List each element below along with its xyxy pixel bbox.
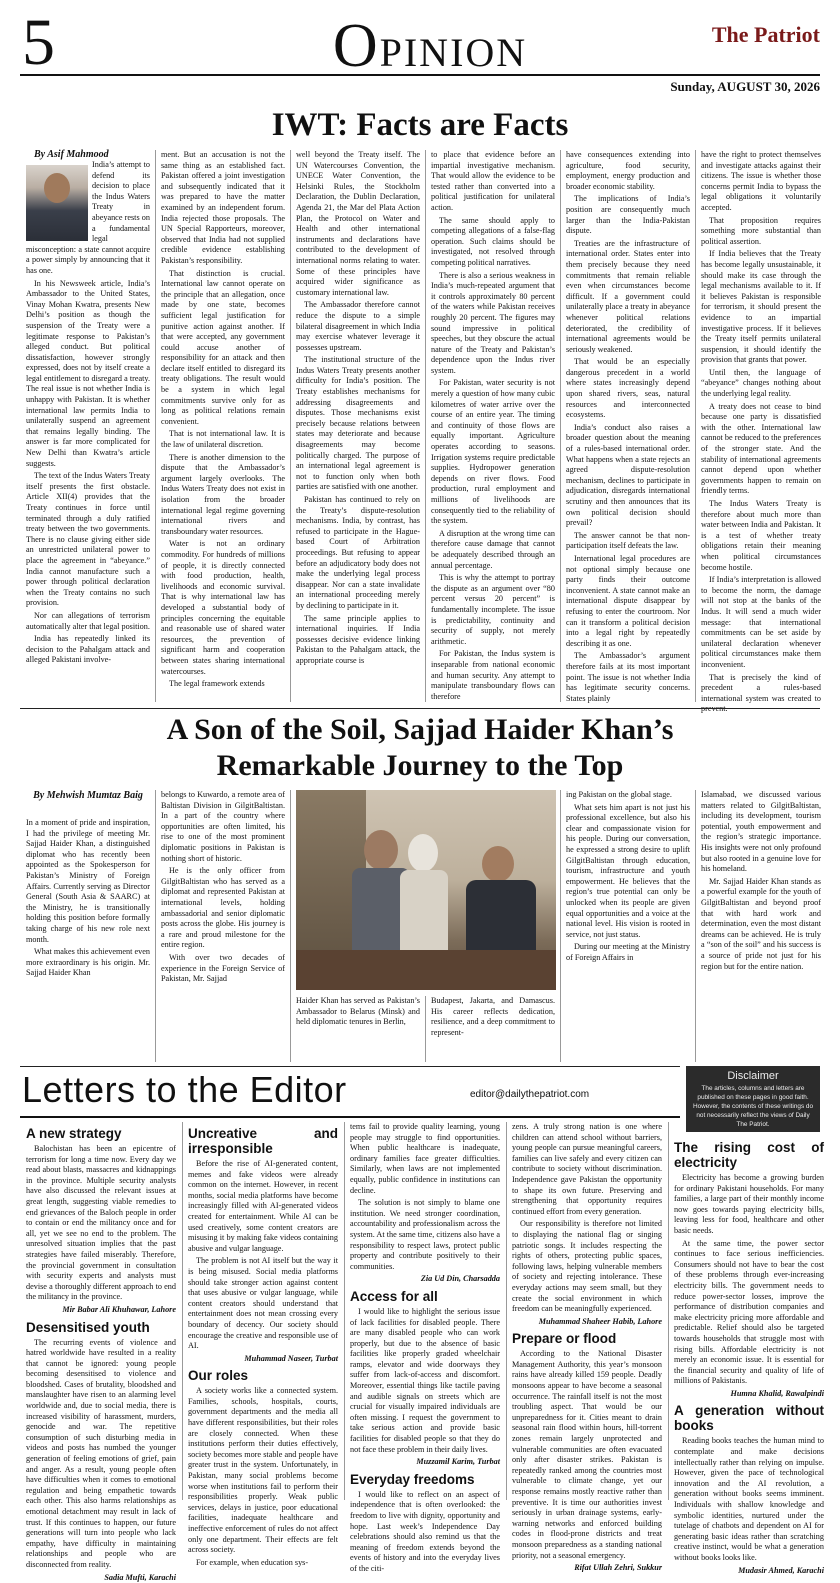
paragraph: Treaties are the infrastructure of international order. States enter into them precisely because they need commitments that remain reliable even when circumstances become difficult. If a government could unilaterally place a treaty in abeyance whenever political relations deteriorated, the credibility of international agreements would be seriously weakened.	[566, 238, 690, 354]
paragraph: Islamabad, we discussed various matters related to GilgitBaltistan, including its development, tourism potential, youth empowerment and the region’s strategic importance. His insights were not only profound but also rooted in a genuine love for his homeland.	[701, 790, 821, 874]
section-rest: PINION	[379, 30, 528, 75]
letter-paragraph: For example, when education sys-	[196, 1557, 309, 1567]
page-number: 5	[22, 6, 55, 79]
paragraph: If India’s interpretation is allowed to become the norm, the damage will not stop at the banks of the Indus. It will send a much wider message: that international commitments can be set aside by unilateral declaration whenever political circumstances make them inconvenient.	[701, 575, 821, 669]
letter-signature: Muhammad Naseer, Turbat	[244, 1353, 338, 1363]
paragraph: With over two decades of experience in the Foreign Service of Pakistan, Mr. Sajjad	[161, 952, 285, 984]
paragraph: The text of the Indus Waters Treaty itself presents the first obstacle. Article XII(4) provides that the Treaty continues in force until terminated through a duly ratified treaty between the two governments. There is no clause giving either side an unrestricted unilateral power to place the agreement in “abeyance.” India cannot manufacture such a power through political declaration when the Treaty contains no such provision.	[26, 471, 150, 608]
letter-signature: Zia Ud Din, Charsadda	[420, 1274, 500, 1284]
paragraph: The same principle applies to international inquiries. If India possesses decisive evidence linking Pakistan to the Pahalgam attack, the appropriate course is	[296, 613, 420, 665]
paragraph: That is not international law. It is the law of unilateral discretion.	[161, 429, 285, 450]
letter-paragraph: I would like to reflect on an aspect of independence that is often overlooked: the freedom to live with dignity, opportunity and hope. Last week’s Independence Day celebrations should also remind us that the meaning of freedom extends beyond the events of history and into the everyday lives of the citi-	[350, 1489, 500, 1573]
letter-signature: Rifat Ullah Zehri, Sukkur	[574, 1563, 662, 1573]
article2-byline: By Mehwish Mumtaz Baig	[33, 790, 143, 801]
letters-col-3	[350, 1122, 500, 1573]
article1-col-6	[701, 150, 821, 714]
paragraph: The institutional structure of the Indus Waters Treaty presents another difficulty for India’s position. The Treaty establishes mechanisms for addressing disagreements and disputes. Those mechanisms exist precisely because relations between states may deteriorate and because disagreements may become politically charged. The purpose of an international legal agreement is not to function only when both parties are satisfied with one another.	[296, 355, 420, 492]
letter-heading: Access for all	[350, 1288, 438, 1304]
article1-col-3	[296, 150, 420, 702]
paragraph: Budapest, Jakarta, and Damascus. His career reflects dedication, resilience, and a deep commitment to represent-	[431, 996, 555, 1037]
meeting-photo	[296, 790, 556, 990]
paper-name: The Patriot	[711, 22, 820, 47]
letter-paragraph: Before the rise of AI-generated content, memes and fake videos were already common on the internet. However, in recent months, social media platforms have become increasingly filled with AI-generated videos created for entertainment. While AI can be used creatively, some content creators are misusing it by making fake videos containing abusive and vulgar language.	[188, 1159, 338, 1253]
letter-signature: Muzzamil Karim, Turbat	[416, 1457, 500, 1467]
column-rule	[506, 1122, 507, 1500]
article1-col-5	[566, 150, 690, 702]
paragraph: The same should apply to competing allegations of a false-flag operation. Such claims should be investigated, not resolved through competing political narratives.	[431, 215, 555, 267]
paragraph: ment. But an accusation is not the same thing as an established fact. Pakistan offered a joint investigation and subsequently indicated that it was prepared to have the matter examined by an independent forum. India rejected those proposals. The UN Special Rapporteurs, moreover, observed that India had not supplied credible evidence establishing Pakistan’s responsibility.	[161, 150, 285, 265]
article2-col-4	[566, 790, 690, 1062]
paragraph: He is the only officer from GilgitBaltistan who has served as a diplomat and represented Pakistan at international levels, holding ambassadorial and senior diplomatic posts across the globe. His journey is a rare and proud milestone for the entire region.	[161, 866, 285, 950]
article2-headline-line2: Remarkable Journey to the Top	[216, 749, 624, 782]
letter-paragraph: Balochistan has been an epicentre of terrorism for long a time now. Every day we read about blasts, massacres and kidnappings in the province. Multiple security analysts have also discussed the relevant issues at great length, suggesting viable remedies to end grievances of the Baloch people in order to contain or end the militancy once and for all, yet we see no end to the problem. The unresolved situation implies that the past strategies have failed miserably. Therefore, the provincial government in consultation with security experts and analysts must devise a thoroughly different approach to end the militancy in the province.	[26, 1144, 176, 1302]
paragraph: That would be an especially dangerous precedent in a world where states increasingly depend upon shared rivers, seas, natural resources and interconnected ecosystems.	[566, 357, 690, 420]
column-rule	[668, 1122, 669, 1500]
paragraph: Mr. Sajjad Haider Khan stands as a powerful example for the youth of GilgitBaltistan and beyond proof that with hard work and determination, even the most distant dreams can be achieved. He is truly a “son of the soil” and his success is a source of pride not just for his region but for the entire nation.	[701, 876, 821, 971]
letters-col-1	[26, 1122, 176, 1582]
paragraph: Pakistan has continued to rely on the Treaty’s dispute-resolution mechanisms. India, by contrast, has refused to participate in the Hague-based Court of Arbitration proceedings. But refusing to appear before an adjudicatory body does not make the underlying legal process disappear. Nor can a state invalidate an international proceeding merely by declining to participate in it.	[296, 495, 420, 610]
paragraph: The legal framework extends	[169, 679, 265, 689]
disclaimer-title: Disclaimer	[727, 1070, 779, 1082]
paragraph: During our meeting at the Ministry of Foreign Affairs in	[566, 942, 690, 962]
paragraph: If India believes that the Treaty has become legally unsustainable, it should make its case through the legal mechanisms available to it. If it believes Pakistan is responsible for terrorism, it should present the evidence to an impartial investigative process. If it believes the Treaty itself permits unilateral suspension, it should identify the provision that grants that power.	[701, 249, 821, 365]
letter-signature: Humna Khalid, Rawalpindi	[730, 1388, 824, 1398]
article2-col-2	[161, 790, 285, 1062]
article1-col-4	[431, 150, 555, 702]
paragraph: The answer cannot be that non-participation itself defeats the law.	[566, 530, 690, 551]
letter-heading: Desensitised youth	[26, 1319, 150, 1335]
paragraph: There is also a serious weakness in India’s much-repeated argument that it controls approximately 80 percent of the waters while Pakistan receives roughly 20 percent. The figures may sound impressive in political speeches, but they obscure the actual nature of the Treaty and Pakistan’s dependence upon the Indus river system.	[431, 270, 555, 375]
paragraph: Water is not an ordinary commodity. For hundreds of millions of people, it is directly connected with food production, health, livelihoods and economic survival. That is why international law has developed a substantial body of principles concerning the equitable and reasonable use of shared water resources, the prevention of significant harm and cooperation between states sharing international watercourses.	[161, 539, 285, 676]
paragraph: In his Newsweek article, India’s Ambassador to the United States, Vinay Mohan Kwatra, presents New Delhi’s position as though the suspension of the Treaty were a legitimate response to Pakistan’s alleged conduct. But political dissatisfaction, however strongly expressed, does not by itself create a legal entitlement to disregard a treaty. The real issue is not whether India is unhappy with Pakistan. It is whether international law permits India to unilaterally suspend an agreement that remains legally binding. The answer is far more complicated for New Delhi than Kwatra’s article suggests.	[26, 278, 150, 468]
issue-date: Sunday, AUGUST 30, 2026	[670, 79, 820, 94]
paragraph: belongs to Kuwardo, a remote area of Baltistan Division in GilgitBaltistan. In a part of the country where opportunities are often limited, his rise to one of the most prominent diplomatic positions in Pakistan is nothing short of historic.	[161, 790, 285, 863]
letter-paragraph: The recurring events of violence and hatred worldwide have resulted in a reality that cannot be ignored: young people becoming desensitised to violence and bloodshed. Cases of brutality, bloodshed and manslaughter have risen to an alarming level worldwide and, due to social media, there is increased visibility of harassment, murders, genocide and war. The repetitive consumption of such disturbing media in videos and posts has numbed the younger generation of feeling emotions of grief, pain and anger. As a result, young people often have difficulties when it comes to emotional regulation and being empathetic towards each other. This also harms relationships as emotional detachment may result in lack of trust. If this continues to happen, our future generations will turn into people who lack empathy, have difficulty in maintaining relationships and people who are disconnected from reality.	[26, 1337, 176, 1569]
article2-col-1	[26, 818, 150, 1060]
letter-paragraph: The problem is not AI itself but the way it is being misused. Social media platforms should take stronger action against content that uses abusive or vulgar language, while content creators should understand that entertainment does not mean crossing every boundary of decency. Our society should encourage the creative and responsible use of AI.	[188, 1256, 338, 1351]
letters-col-2	[188, 1122, 338, 1567]
paragraph: have consequences extending into agriculture, food security, employment, energy production and broader economic stability.	[566, 150, 690, 191]
letter-heading: Uncreative and irresponsible	[188, 1126, 338, 1156]
paragraph: International legal procedures are not optional simply because one party finds their outcome inconvenient. A state cannot make an international dispute disappear by refusing to enter the courtroom. Nor can it transform a political decision into a legal right by repeatedly describing it as one.	[566, 553, 690, 648]
letter-heading: A new strategy	[26, 1126, 122, 1141]
letter-heading: Our roles	[188, 1368, 249, 1384]
letters-col-5	[674, 1136, 824, 1575]
letter-paragraph: A society works like a connected system. Families, schools, hospitals, courts, government departments and the media all have different responsibilities, but their roles are closely connected. When these institutions perform their duties effectively, society becomes more stable and people have greater trust in the system. Unfortunately, in Pakistan, many social problems become worse when institutions fail to perform their responsibilities properly. Weak public services, delays in justice, poor educational facilities, inadequate healthcare and ineffective enforcement of rules do not affect only one department. Their effects are felt across society.	[188, 1386, 338, 1555]
paragraph: The Indus Waters Treaty is therefore about much more than water between India and Pakistan. It is a test of whether treaty obligations retain their meaning when political circumstances become hostile.	[701, 499, 821, 572]
paragraph: have the right to protect themselves and investigate attacks against their citizens. The issue is whether those concerns permit India to bypass the legal obligations it voluntarily accepted.	[701, 150, 821, 212]
paragraph: In a moment of pride and inspiration, I had the privilege of meeting Mr. Sajjad Haider Khan, a distinguished diplomat who has recently been appointed as the Spokesperson for Pakistan’s Ministry of Foreign Affairs. Currently serving as Director General (South Asia & SAARC) at the Ministry, he is transitionally holding this position before formally taking charge of his new role next month.	[26, 818, 150, 944]
letter-paragraph: The solution is not simply to blame one institution. We need stronger coordination, accountability and professionalism across the system. At the same time, citizens also have a responsibility to respect laws, protect public property and contribute positively to their communities.	[350, 1198, 500, 1271]
article2-under-photo-right	[431, 996, 555, 1062]
paragraph: That distinction is crucial. International law cannot operate on the principle that an allegation, once made by one state, becomes sufficient legal justification for punitive action against another. If that were accepted, any government could accuse another of responsibility for an attack and then declare itself entitled to disregard its treaty obligations. The result would be a system in which legal commitments survive only for as long as political relations remain convenient.	[161, 268, 285, 426]
disclaimer-text: The articles, columns and letters are published on these pages in good faith. However, the contents of these writings do not necessarily reflect the views of Daily The Patriot.	[692, 1085, 814, 1128]
paragraph: A disruption at the wrong time can therefore cause damage that cannot be adequately described through an annual percentage.	[431, 528, 555, 570]
paragraph: For Pakistan, water security is not merely a question of how many cubic kilometres of water arrive over the course of an entire year. The timing and continuity of those flows are equally important. Agriculture operates according to seasons. Irrigation systems require predictable supplies. Hydropower generation depends on river flows. Food production, rural employment and millions of livelihoods are consequently tied to the reliability of the system.	[431, 378, 555, 526]
letter-paragraph: According to the National Disaster Management Authority, this year’s monsoon rains have already killed 159 people. Deadly monsoons appear to have become a seasonal occurrence. The rainfall itself is not the most troubling aspect. That would be our unpreparedness for it. Cities meant to drain seasonal rain flood within hours, hill-torrent zones remain largely unprotected and vulnerable communities are often evacuated only after disaster strikes. Pakistan is repeatedly ranked among the countries most vulnerable to climate change, yet our response remains mostly reactive rather than preventive. It is time our authorities invest seriously in urban drainage systems, early-warning networks and enforced building codes in flood-prone districts and treat monsoon preparedness as a standing national priority, not a seasonal emergency.	[512, 1349, 662, 1560]
paragraph: What makes this achievement even more extraordinary is his origin. Mr. Sajjad Haider Khan	[26, 947, 150, 978]
letter-signature: Mir Babar Ali Khuhawar, Lahore	[62, 1304, 176, 1314]
paragraph: The Ambassador’s argument therefore fails at its most important point. The issue is not whether India has legitimate security concerns. States plainly	[566, 651, 690, 703]
letter-heading: The rising cost of electricity	[674, 1140, 824, 1170]
letter-paragraph: Reading books teaches the human mind to contemplate and make decisions intellectually rather than relying on impulse. However, given the pace of technological innovation and the AI revolution, a generation without books seems imminent. Individuals with shallow knowledge and symbolic identities, nurtured under the tutelage of chatbots and dependent on AI for generating basic ideas rather than scratching creative instinct, would be what a generation without books looks like.	[674, 1436, 824, 1562]
letter-paragraph: Our responsibility is therefore not limited to displaying the national flag or singing patriotic songs. It includes respecting the rights of others, protecting public spaces, following laws, helping vulnerable members of society and rejecting intolerance. These everyday actions may seem small, but they create the social environment in which freedom can be meaningfully experienced.	[512, 1219, 662, 1314]
paragraph: This is why the attempt to portray the dispute as an argument over “80 percent versus 20 percent” is fundamentally incomplete. The issue is predictability, continuity and security of supply, not merely arithmetic.	[431, 573, 555, 646]
letter-signature: Mudasir Ahmed, Karachi	[738, 1565, 824, 1575]
letter-paragraph: At the same time, the power sector continues to face serious inefficiencies. Consumers should not have to bear the cost of these problems through ever-increasing electricity bills. The government needs to reduce power-sector losses, improve the performance of distribution companies and make electricity pricing more affordable and predictable. Relief should also be targeted towards households that struggle most with rising bills. Affordable electricity is not merely an economic issue. It is essential for the financial security and quality of life of millions of Pakistanis.	[674, 1238, 824, 1386]
letter-heading: A generation without books	[674, 1403, 824, 1434]
paragraph: For Pakistan, the Indus system is inseparable from national economic and human security. Any attempt to manipulate transboundary flows can therefore	[431, 649, 555, 701]
letter-paragraph: Electricity has become a growing burden for ordinary Pakistani households. For many families, a large part of their monthly income now goes towards paying electricity bills, leaving less for food, healthcare and other basic needs.	[674, 1173, 824, 1235]
paragraph: The implications of India’s position are consequently much larger than the India-Pakistan dispute.	[566, 194, 690, 236]
article1-col-1	[26, 160, 150, 702]
letters-col-4	[512, 1122, 662, 1573]
paragraph: to place that evidence before an impartial investigative mechanism. That would allow the evidence to be tested rather than converted into a political justification for unilateral action.	[431, 150, 555, 212]
letter-paragraph: zens. A truly strong nation is one where children can attend school without barriers, young people can pursue meaningful careers, families can live safely and every citizen can contribute to society without discrimination. Independence gave Pakistan the opportunity to shape its own future. Preserving and strengthening that opportunity requires continued effort from every generation.	[512, 1122, 662, 1216]
section-title	[300, 12, 560, 80]
article1-col-2	[161, 150, 285, 702]
article2-under-photo-left	[296, 996, 420, 1062]
paragraph: What sets him apart is not just his professional excellence, but also his clear and compassionate vision for his people. During our conversation, he expressed a strong desire to uplift GilgitBaltistan through education, tourism, infrastructure and youth empowerment. He believes that the region’s true potential can only be unlocked when its people are given equal opportunities and a voice at the national level. His vision is rooted in service, not just status.	[566, 802, 690, 939]
letter-heading: Everyday freedoms	[350, 1471, 475, 1487]
paragraph: A treaty does not cease to bind because one party is dissatisfied with the other. International law cannot be reduced to the preferences of the stronger state. And the stability of international agreements cannot depend upon whether governments happen to remain on friendly terms.	[701, 401, 821, 496]
letters-section-title: Letters to the Editor	[22, 1069, 347, 1110]
paragraph: Until then, the language of “abeyance” changes nothing about the underlying legal reality.	[701, 367, 821, 399]
paragraph: There is another dimension to the dispute that the Ambassador’s argument largely overlooks. The Indus Waters Treaty does not exist in isolation from the broader international legal regime governing international rivers and transboundary water resources.	[161, 452, 285, 536]
article2-headline-line1: A Son of the Soil, Sajjad Haider Khan’s	[166, 713, 674, 746]
editor-email[interactable]: editor@dailythepatriot.com	[470, 1089, 590, 1100]
paragraph: That proposition requires something more substantial than political assertion.	[701, 215, 821, 246]
paragraph: Haider Khan has served as Pakistan’s Ambassador to Belarus (Minsk) and held diplomatic tenures in Berlin,	[296, 996, 420, 1027]
masthead-rule	[20, 74, 820, 76]
paragraph: India has repeatedly linked its decision to the Pahalgam attack and alleged Pakistani involve-	[26, 634, 150, 665]
paragraph: well beyond the Treaty itself. The UN Watercourses Convention, the UNECE Water Convention, the Helsinki Rules, the Stockholm Declaration, the Dublin Declaration, Agenda 21, the Mar del Plata Action Plan, the Protocol on Water and Health and other international instruments and declarations have contributed to the development of international norms relating to water. Some of these principles have acquired wider significance as customary international law.	[296, 150, 420, 297]
letter-heading: Prepare or flood	[512, 1331, 617, 1347]
paragraph: Nor can allegations of terrorism automatically alter that legal position.	[26, 610, 150, 631]
letter-signature: Sadia Mufti, Karachi	[104, 1572, 176, 1582]
section-initial: O	[332, 12, 380, 80]
paragraph: That is precisely the kind of precedent a rules-based international system was created to prevent.	[701, 672, 821, 714]
column-rule	[344, 1122, 345, 1500]
article2-col-5	[701, 790, 821, 1052]
paragraph: India’s conduct also raises a broader question about the meaning of a rules-based international order. What happens when a state rejects an agreed dispute-resolution mechanism, declines to participate in adjudication, disregards international scrutiny and then announces that its own political decision should prevail?	[566, 422, 690, 528]
letter-paragraph: tems fail to provide quality learning, young people may struggle to find opportunities. When public healthcare is inadequate, ordinary families face greater difficulties. Similarly, when laws are not implemented equally, public confidence in institutions can decline.	[350, 1122, 500, 1195]
letter-signature: Muhammad Shaheer Habib, Lahore	[538, 1316, 662, 1326]
paragraph: India’s attempt to defend its decision to place the Indus Waters Treaty in abeyance rests on a fundamental legal misconception: a state cannot acquire a power simply by announcing that it has one.	[26, 160, 150, 275]
article1-headline: IWT: Facts are Facts	[271, 107, 569, 143]
disclaimer-box	[686, 1066, 820, 1132]
paragraph: The Ambassador therefore cannot reduce the dispute to a simple bilateral disagreement in which India may exercise whatever leverage it possesses upstream.	[296, 300, 420, 352]
article1-byline: By Asif Mahmood	[34, 149, 109, 160]
column-rule	[182, 1122, 183, 1500]
letter-paragraph: I would like to highlight the serious issue of lack facilities for disabled people. There are many disabled people who can work properly, but due to the absence of basic facilities like properly graded wheelchair ramps, elevator and wide doorways they suffer from lack-of-access and discomfort. Moreover, essential things like tactile paving and audible signals on streets which are crucial for visually impaired individuals are often missing. I request the government to take serious action and provide basic facilities for disabled people so that they do not face these problem in their daily lives.	[350, 1306, 500, 1454]
paragraph: ing Pakistan on the global stage.	[566, 790, 672, 799]
